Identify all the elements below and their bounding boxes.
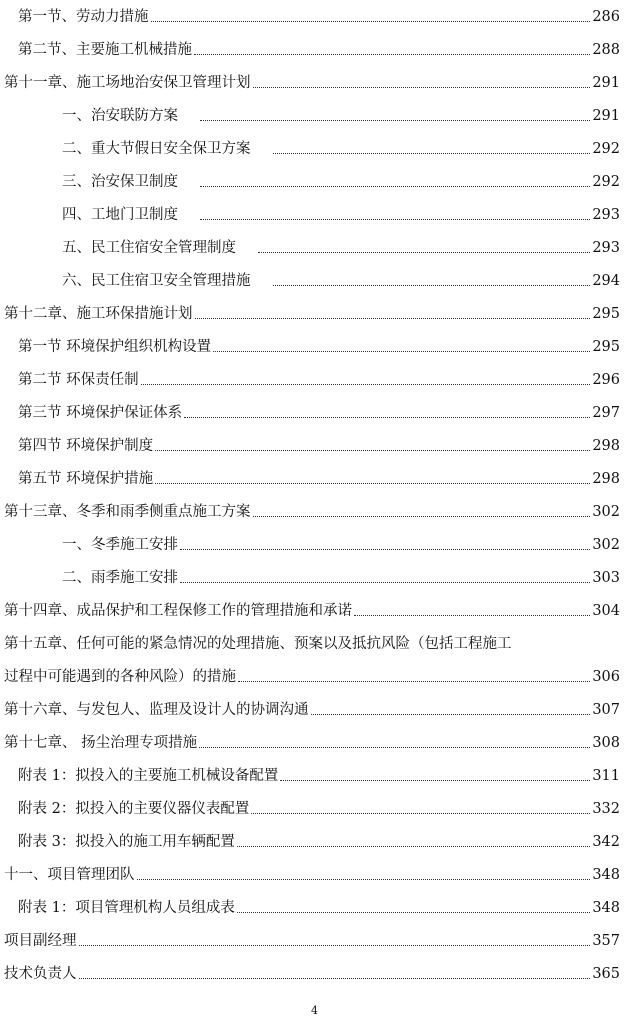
toc-entry-page: 295 [592,339,620,355]
toc-entry[interactable] [62,563,620,587]
toc-entry[interactable] [4,497,620,521]
toc-entry[interactable] [62,134,620,158]
toc-entry-title: 项目副经理 [4,933,77,949]
toc-leader-dots [151,21,591,22]
toc-entry-page: 306 [592,669,620,685]
toc-leader-dots [195,318,591,319]
toc-entry[interactable] [4,662,620,686]
toc-entry-page: 294 [592,273,620,289]
toc-entry-page: 348 [592,867,620,883]
toc-entry[interactable] [62,101,620,125]
toc-entry[interactable] [4,728,620,752]
toc-entry[interactable] [62,167,620,191]
toc-leader-dots [155,483,590,484]
toc-entry-page: 291 [592,108,620,124]
toc-leader-dots [253,87,591,88]
toc-entry-title: 一、治安联防方案 [62,108,178,124]
toc-entry-page: 298 [592,438,620,454]
toc-entry-title: 附表 1：项目管理机构人员组成表 [18,900,235,916]
toc-leader-dots [141,384,591,385]
toc-entry[interactable] [4,926,620,950]
toc-entry[interactable] [62,530,620,554]
toc-entry[interactable] [18,827,620,851]
toc-leader-dots [180,582,590,583]
toc-entry[interactable] [18,464,620,488]
toc-entry[interactable] [18,365,620,389]
toc-entry-page: 293 [592,240,620,256]
toc-leader-dots [258,252,590,253]
toc-entry-page: 291 [592,75,620,91]
toc-leader-dots [79,978,591,979]
toc-leader-dots [311,714,591,715]
toc-entry-page: 297 [592,405,620,421]
toc-entry-page: 308 [592,735,620,751]
toc-entry-page: 295 [592,306,620,322]
toc-entry-title: 三、治安保卫制度 [62,174,178,190]
toc-entry-title: 十一、项目管理团队 [4,867,135,883]
toc-entry[interactable] [4,68,620,92]
toc-entry-title: 技术负责人 [4,966,77,982]
toc-leader-dots [237,912,590,913]
toc-leader-dots [199,747,590,748]
toc-entry[interactable] [62,200,620,224]
toc-entry-title: 第二节、主要施工机械措施 [18,42,192,58]
toc-leader-dots [354,615,590,616]
toc-entry-page: 357 [592,933,620,949]
toc-entry-page: 311 [592,768,620,784]
toc-leader-dots [273,285,591,286]
toc-entry-title: 第一节、劳动力措施 [18,9,149,25]
toc-leader-dots [238,681,590,682]
toc-entry[interactable] [18,35,620,59]
toc-entry-title: 第十四章、成品保护和工程保修工作的管理措施和承诺 [4,603,352,619]
toc-entry-title: 第十三章、冬季和雨季侧重点施工方案 [4,504,251,520]
toc-entry[interactable] [18,794,620,818]
toc-entry-page: 293 [592,207,620,223]
toc-entry-page: 302 [592,537,620,553]
toc-entry-title: 第十六章、与发包人、监理及设计人的协调沟通 [4,702,309,718]
toc-entry-title: 附表 1：拟投入的主要施工机械设备配置 [18,768,279,784]
toc-entry[interactable] [62,233,620,257]
toc-leader-dots [237,846,590,847]
toc-leader-dots [184,417,590,418]
toc-entry-page: 332 [592,801,620,817]
toc-entry-page: 365 [592,966,620,982]
toc-entry[interactable] [18,332,620,356]
toc-entry-page: 286 [592,9,620,25]
toc-entry-page: 292 [592,174,620,190]
toc-entry-title: 附表 3：拟投入的施工用车辆配置 [18,834,235,850]
toc-entry-page: 342 [592,834,620,850]
toc-leader-dots [273,153,591,154]
toc-entry-title: 二、重大节假日安全保卫方案 [62,141,251,157]
toc-entry-title: 六、民工住宿卫安全管理措施 [62,273,251,289]
toc-entry-page: 307 [592,702,620,718]
toc-entry[interactable] [4,596,620,620]
toc-leader-dots [137,879,591,880]
toc-leader-dots [200,120,590,121]
toc-entry[interactable] [62,266,620,290]
toc-entry-title: 五、民工住宿安全管理制度 [62,240,236,256]
toc-entry-line1[interactable] [4,629,620,653]
toc-entry-page: 288 [592,42,620,58]
toc-leader-dots [253,516,591,517]
toc-entry-page: 304 [592,603,620,619]
toc-entry-page: 296 [592,372,620,388]
toc-leader-dots [200,219,590,220]
toc-entry[interactable] [18,431,620,455]
toc-entry-title: 二、雨季施工安排 [62,570,178,586]
toc-entry[interactable] [18,893,620,917]
toc-leader-dots [200,186,590,187]
toc-entry[interactable] [4,695,620,719]
toc-entry-page: 292 [592,141,620,157]
toc-entry[interactable] [4,959,620,983]
toc-entry[interactable] [18,398,620,422]
toc-leader-dots [180,549,590,550]
toc-entry[interactable] [4,299,620,323]
toc-entry-title: 附表 2：拟投入的主要仪器仪表配置 [18,801,250,817]
toc-entry-page: 303 [592,570,620,586]
toc-entry-title: 第四节 环境保护制度 [18,438,154,454]
toc-leader-dots [79,945,591,946]
toc-entry-title: 第二节 环保责任制 [18,372,139,388]
toc-leader-dots [194,54,590,55]
toc-entry-title: 第十五章、任何可能的紧急情况的处理措施、预案以及抵抗风险（包括工程施工 [4,636,512,652]
toc-entry-title: 四、工地门卫制度 [62,207,178,223]
toc-leader-dots [155,450,590,451]
toc-leader-dots [280,780,590,781]
toc-entry-title: 第一节 环境保护组织机构设置 [18,339,212,355]
toc-leader-dots [213,351,590,352]
toc-entry-title: 第五节 环境保护措施 [18,471,154,487]
page-number: 4 [311,1004,318,1017]
toc-entry-page: 348 [592,900,620,916]
toc-entry-page: 298 [592,471,620,487]
toc-entry-page: 302 [592,504,620,520]
toc-entry-title: 一、冬季施工安排 [62,537,178,553]
toc-entry-title: 第十二章、施工环保措施计划 [4,306,193,322]
toc-entry-title-continued: 过程中可能遇到的各种风险）的措施 [4,669,236,685]
toc-entry[interactable] [18,761,620,785]
toc-entry-title: 第十一章、施工场地治安保卫管理计划 [4,75,251,91]
toc-entry[interactable] [18,2,620,26]
toc-entry-title: 第十七章、 扬尘治理专项措施 [4,735,198,751]
toc-entry[interactable] [4,860,620,884]
toc-entry-title: 第三节 环境保护保证体系 [18,405,183,421]
toc-leader-dots [251,813,590,814]
